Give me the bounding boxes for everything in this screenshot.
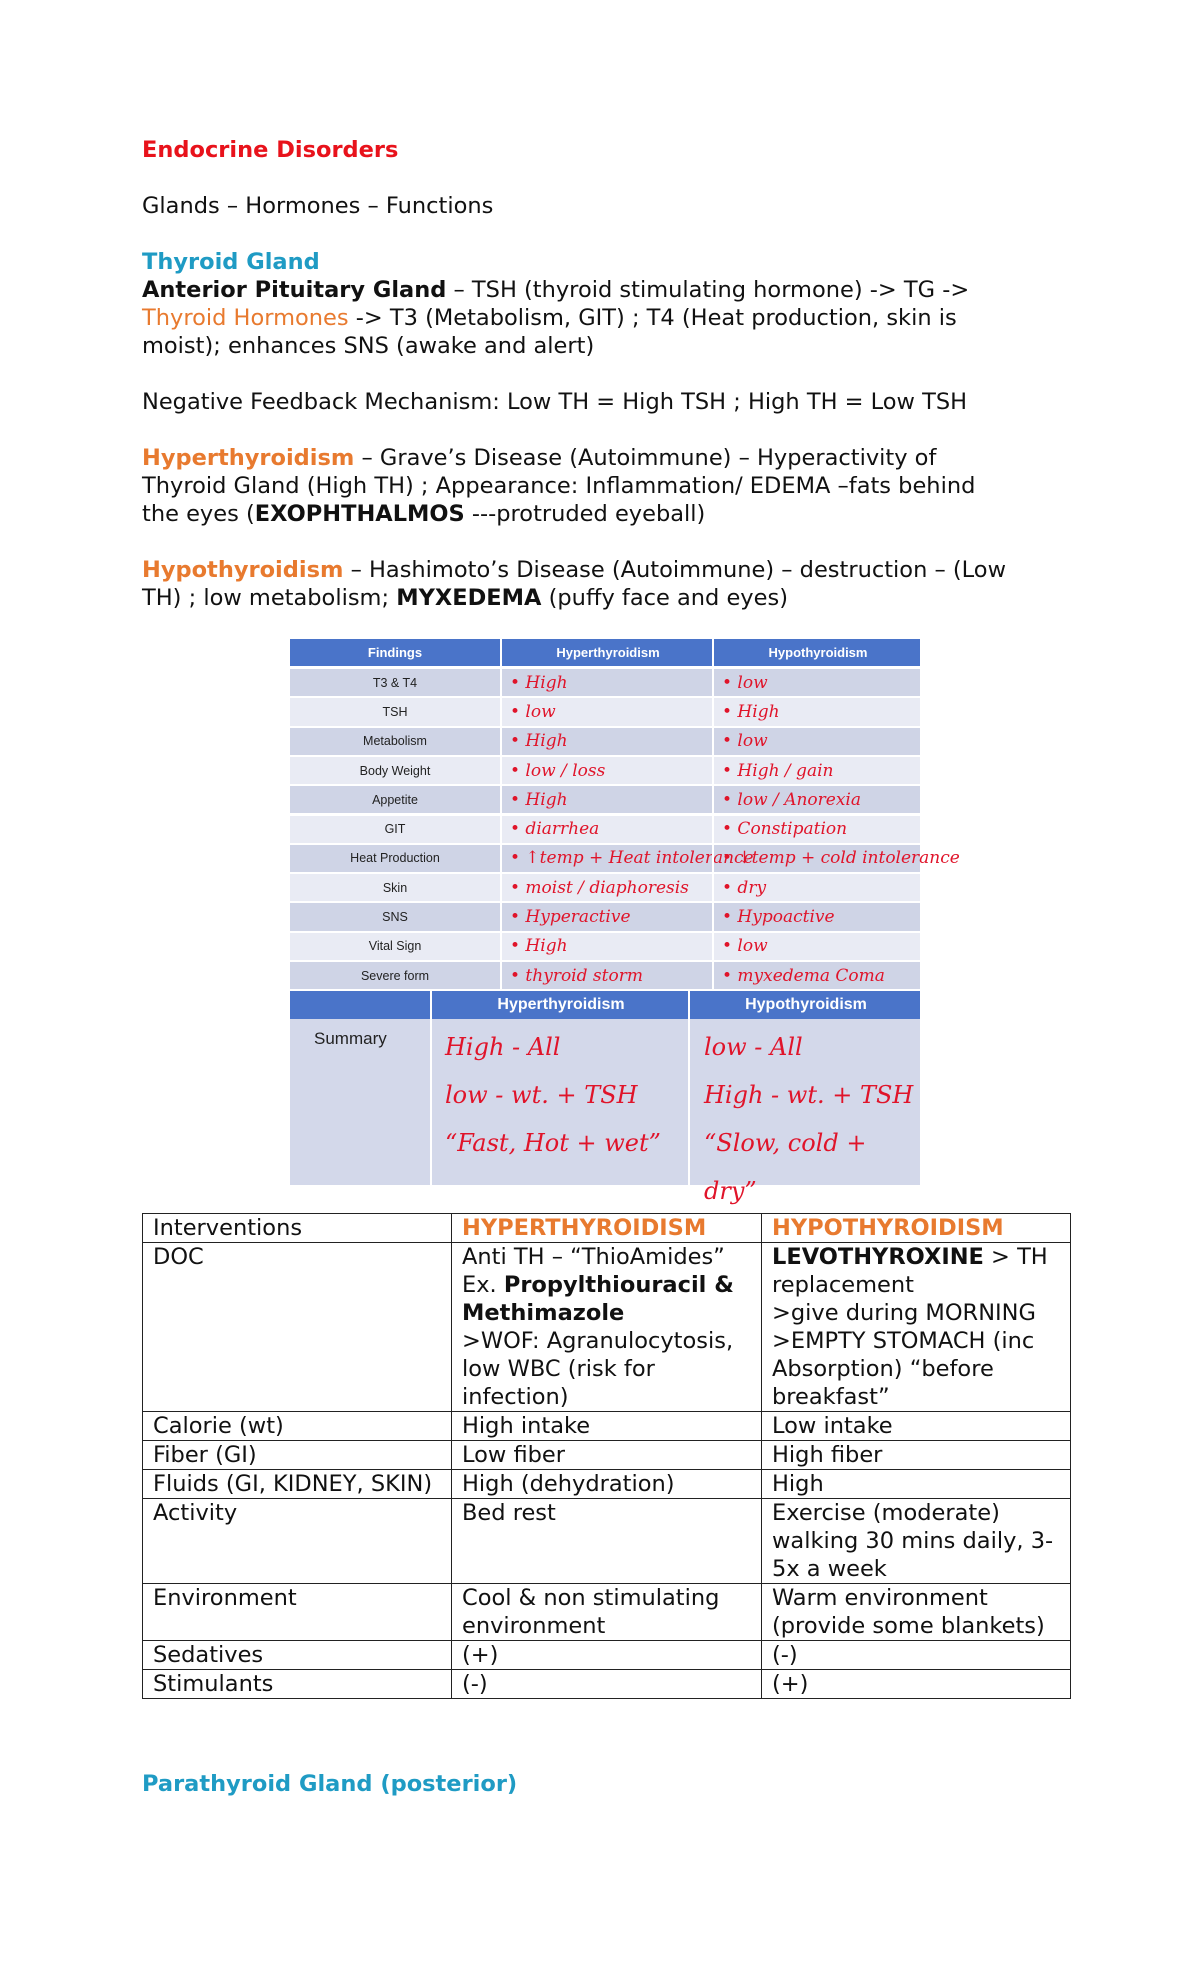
finding-name: Appetite [372, 792, 418, 807]
thyroid-heading: Thyroid Gland [142, 249, 320, 275]
hyper-paragraph [142, 444, 1072, 472]
doc-label: DOC [143, 1243, 452, 1412]
intervention-row [143, 1641, 1071, 1670]
hypo-text-2a: TH) ; low metabolism; [142, 585, 397, 611]
intervention-label-cell: Environment [143, 1584, 452, 1641]
summary-header-hyper: Hyperthyroidism [430, 991, 690, 1019]
doc-hypo-line-3: >EMPTY STOMACH (inc Absorption) “before breakfast” [772, 1328, 1035, 1410]
intervention-hypo-cell: Warm environment (provide some blankets) [762, 1584, 1071, 1641]
doc-hypo-line-1 [772, 1243, 1062, 1299]
intervention-hypo-cell: (+) [762, 1670, 1071, 1699]
finding-hyper-note: • Hyperactive [500, 903, 714, 930]
doc-hyper-ex: Ex. [462, 1272, 504, 1298]
doc-hyper-line-3: >WOF: Agranulocytosis, low WBC (risk for infection) [462, 1328, 734, 1410]
findings-row [290, 845, 960, 872]
finding-hyper-note: • High [500, 933, 714, 960]
doc-hyper-drug: Propylthiouracil & Methimazole [462, 1272, 734, 1326]
findings-row [290, 903, 920, 930]
hypo-text-2b: (puffy face and eyes) [541, 585, 788, 611]
doc-hyper-line-1: Anti TH – “ThioAmides” [462, 1244, 725, 1270]
doc-hyper-line-2 [462, 1271, 753, 1327]
findings-header-row [290, 639, 920, 666]
finding-name: Metabolism [363, 734, 427, 749]
summary-hypo-line: High - wt. + TSH [704, 1081, 914, 1109]
finding-name: Severe form [360, 968, 430, 983]
intervention-label-cell: Calorie (wt) [143, 1412, 452, 1441]
finding-hyper-note: • low / loss [500, 757, 714, 784]
finding-hypo-note: • low [712, 933, 922, 960]
intervention-hypo-cell: Exercise (moderate) walking 30 mins daily, 3-5x a week [762, 1499, 1071, 1584]
intervention-row [143, 1499, 1071, 1584]
finding-name: Vital Sign [368, 939, 422, 954]
finding-hyper-note: • low [500, 698, 714, 725]
finding-hypo-note: • ↓temp + cold intolerance [712, 845, 922, 872]
finding-hyper-note: • moist / diaphoresis [500, 874, 714, 901]
intervention-hyper-cell: Low fiber [452, 1441, 762, 1470]
finding-hypo-note: • myxedema Coma [712, 962, 922, 989]
intervention-hypo-cell: High fiber [762, 1441, 1071, 1470]
finding-hyper-note: • diarrhea [500, 816, 714, 843]
header-interventions: Interventions [143, 1214, 452, 1243]
thyroid-hormones-text: -> T3 (Metabolism, GIT) ; T4 (Heat production, skin is [348, 305, 957, 331]
intervention-row [143, 1412, 1071, 1441]
summary-hyper-line: low - wt. + TSH [445, 1081, 638, 1109]
summary-block [290, 991, 920, 1205]
intervention-label-cell: Fiber (GI) [143, 1441, 452, 1470]
doc-hypo-line-2: >give during MORNING [772, 1300, 1036, 1326]
intervention-hyper-cell: High intake [452, 1412, 762, 1441]
summary-hyper-line: High - All [445, 1033, 561, 1061]
finding-hypo-note: • low [712, 728, 922, 755]
intervention-hypo-cell: High [762, 1470, 1071, 1499]
summary-divider-2 [688, 1019, 690, 1185]
finding-hypo-note: • Hypoactive [712, 903, 922, 930]
doc-hypo-drug: LEVOTHYROXINE [772, 1244, 984, 1270]
finding-name: SNS [382, 910, 408, 925]
intervention-hyper-cell: Cool & non stimulating environment [452, 1584, 762, 1641]
summary-header-hypo: Hypothyroidism [688, 991, 922, 1019]
findings-row [290, 874, 920, 901]
intervention-label-cell: Sedatives [143, 1641, 452, 1670]
finding-hyper-note: • High [500, 786, 714, 813]
intervention-hyper-cell: High (dehydration) [452, 1470, 762, 1499]
findings-header-hypo: Hypothyroidism [712, 639, 922, 666]
findings-row [290, 816, 920, 843]
pituitary-paragraph [142, 276, 1072, 304]
thyroid-hormones-line-2: moist); enhances SNS (awake and alert) [142, 333, 595, 359]
finding-hyper-note: • thyroid storm [500, 962, 714, 989]
summary-hypo-line: low - All [704, 1033, 803, 1061]
intervention-label-cell: Activity [143, 1499, 452, 1584]
summary-hyper-notes [445, 1023, 661, 1167]
findings-row [290, 669, 920, 696]
intervention-hyper-cell: (+) [452, 1641, 762, 1670]
intervention-row [143, 1670, 1071, 1699]
findings-row [290, 728, 920, 755]
pituitary-label: Anterior Pituitary Gland [142, 277, 447, 303]
finding-name: GIT [384, 822, 406, 837]
finding-name: T3 & T4 [372, 675, 418, 690]
parathyroid-heading: Parathyroid Gland (posterior) [142, 1771, 518, 1797]
hyper-text-1: – Grave’s Disease (Autoimmune) – Hyperactivity of [354, 445, 937, 471]
finding-name: Skin [382, 880, 408, 895]
hypo-paragraph [142, 556, 1072, 584]
myxedema-term: MYXEDEMA [396, 585, 542, 611]
hyper-text-2: Thyroid Gland (High TH) ; Appearance: Inflammation/ EDEMA –fats behind [142, 473, 976, 499]
exophthalmos-term: EXOPHTHALMOS [254, 501, 465, 527]
hypo-line-2 [142, 584, 1072, 612]
finding-hyper-note: • High [500, 669, 714, 696]
intervention-hypo-cell: Low intake [762, 1412, 1071, 1441]
hyper-text-3b: ---protruded eyeball) [464, 501, 706, 527]
feedback-mechanism: Negative Feedback Mechanism: Low TH = High TSH ; High TH = Low TSH [142, 389, 968, 415]
finding-name: TSH [382, 704, 408, 719]
header-hypothyroidism: HYPOTHYROIDISM [762, 1214, 1071, 1243]
intervention-hyper-cell: Bed rest [452, 1499, 762, 1584]
interventions-rows [143, 1412, 1071, 1699]
finding-hypo-note: • low [712, 669, 922, 696]
doc-hypo-cell [762, 1243, 1071, 1412]
thyroid-hormones-label: Thyroid Hormones [142, 305, 349, 331]
finding-hypo-note: • low / Anorexia [712, 786, 922, 813]
findings-header-findings: Findings [367, 645, 423, 660]
finding-hypo-note: • High [712, 698, 922, 725]
pituitary-text: – TSH (thyroid stimulating hormone) -> TG -> [446, 277, 970, 303]
doc-hypo-text: > TH replacement [772, 1244, 1048, 1298]
hyper-line-3 [142, 500, 1072, 528]
summary-label: Summary [314, 1029, 387, 1048]
interventions-header-row [143, 1214, 1071, 1243]
findings-header-hyper: Hyperthyroidism [500, 639, 714, 666]
finding-hypo-note: • Constipation [712, 816, 922, 843]
intervention-hypo-cell: (-) [762, 1641, 1071, 1670]
doc-hyper-cell [452, 1243, 762, 1412]
hypo-text-1: – Hashimoto’s Disease (Autoimmune) – destruction – (Low [343, 557, 1006, 583]
findings-row [290, 786, 920, 813]
intervention-label-cell: Fluids (GI, KIDNEY, SKIN) [143, 1470, 452, 1499]
summary-header-row [290, 991, 920, 1019]
summary-hypo-line: “Slow, cold + dry” [704, 1129, 867, 1205]
findings-row [290, 962, 920, 989]
hyper-label: Hyperthyroidism [142, 445, 355, 471]
thyroid-hormones-line [142, 304, 1072, 332]
finding-hypo-note: • High / gain [712, 757, 922, 784]
intervention-row [143, 1441, 1071, 1470]
doc-row [143, 1243, 1071, 1412]
findings-row [290, 933, 920, 960]
hypo-label: Hypothyroidism [142, 557, 344, 583]
finding-hypo-note: • dry [712, 874, 922, 901]
intervention-label-cell: Stimulants [143, 1670, 452, 1699]
summary-divider-1 [430, 1019, 432, 1185]
summary-hyper-line: “Fast, Hot + wet” [445, 1129, 661, 1157]
finding-hyper-note: • ↑temp + Heat intolerance [500, 845, 714, 872]
document-title: Endocrine Disorders [142, 137, 399, 163]
intervention-hyper-cell: (-) [452, 1670, 762, 1699]
intervention-row [143, 1584, 1071, 1641]
header-hyperthyroidism: HYPERTHYROIDISM [452, 1214, 762, 1243]
document-body [142, 136, 1072, 612]
finding-hyper-note: • High [500, 728, 714, 755]
finding-name: Heat Production [350, 851, 440, 866]
finding-name: Body Weight [359, 763, 431, 778]
hyper-text-3a: the eyes ( [142, 501, 255, 527]
findings-comparison-image [290, 639, 960, 1205]
summary-hypo-notes [704, 1023, 920, 1215]
subtitle: Glands – Hormones – Functions [142, 193, 494, 219]
findings-row [290, 757, 920, 784]
intervention-row [143, 1470, 1071, 1499]
interventions-table [142, 1213, 1071, 1699]
findings-row [290, 698, 920, 725]
